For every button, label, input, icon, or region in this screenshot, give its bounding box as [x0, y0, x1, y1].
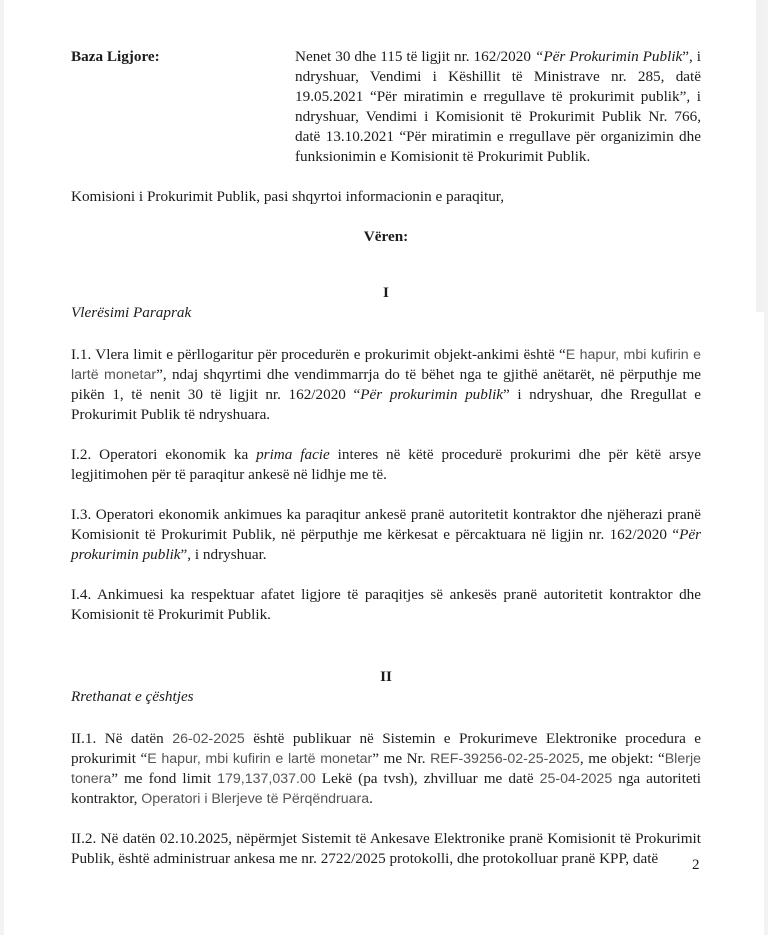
text-part: , me objekt: “ — [579, 750, 665, 767]
reference-number-field: REF-39256-02-25-2025 — [430, 751, 580, 767]
viewer-edge-strip — [756, 0, 764, 312]
text-part: II.1. Në datën — [71, 730, 173, 747]
text-part: nga autoriteti kontraktor, — [71, 770, 702, 807]
text-part: interes në këtë procedurë prokurimi dhe për këtë arsye legjitimohen për të paraqitur ankesë në lidhje me të. — [71, 446, 702, 483]
text-part: . — [369, 790, 373, 807]
law-title: “Për Prokurimin Publik — [534, 48, 683, 65]
text-part: ” i ndryshuar, dhe Rregullat e Prokurimit Publik të ndryshuara. — [71, 386, 701, 423]
law-title: Për prokurimin publik — [71, 526, 701, 563]
text-part: është publikuar në Sistemin e Prokurimeve Elektronike procedura e prokurimit “ — [71, 730, 701, 767]
document-body — [71, 47, 701, 869]
text-part: Lekë (pa tvsh), zhvilluar me datë — [315, 770, 540, 787]
legal-basis-block — [71, 47, 701, 167]
object-field: Blerje tonera — [71, 751, 701, 787]
text-part: ” me fond limit — [111, 770, 218, 787]
date-held-field: 25-04-2025 — [539, 771, 613, 787]
legal-basis-label: Baza Ligjore: — [71, 48, 160, 65]
legal-basis-text — [295, 47, 701, 167]
section-1-number: I — [383, 284, 389, 301]
paragraph-I-3 — [71, 505, 701, 565]
section-2-title: Rrethanat e çështjes — [71, 688, 194, 705]
text-part: I.2. Operatori ekonomik ka — [71, 446, 257, 463]
section-2-number: II — [380, 668, 392, 685]
procedure-type-field: E hapur, mbi kufirin e lartë monetar — [147, 751, 373, 767]
document-page — [4, 0, 764, 935]
procedure-type-field: E hapur, mbi kufirin e lartë monetar — [71, 347, 701, 383]
page-number: 2 — [692, 857, 700, 873]
text-part: ”, i ndryshuar. — [180, 546, 267, 563]
legal-basis-text-part: ”, i ndryshuar, Vendimi i Këshillit të Ministrave nr. 285, datë 19.05.2021 “Për miratimin e rregullave të prokurimit publik”, i ndryshuar, Vendimi i Komisionit të Prokurimit Publik Nr. 766, datë 13.10.2021 “Për miratimin e rregullave për organizimin dhe funksionimin e Komisionit të Prokurimit Publik. — [295, 48, 702, 165]
text-part: I.1. Vlera limit e përllogaritur për procedurën e prokurimit objekt-ankimi është “ — [71, 346, 566, 363]
paragraph-I-2 — [71, 445, 701, 485]
paragraph-II-1 — [71, 729, 701, 809]
veren-heading: Vëren: — [363, 228, 409, 245]
fund-limit-field: 179,137,037.00 — [217, 771, 316, 787]
text-part: I.3. Operatori ekonomik ankimues ka paraqitur ankesë pranë autoritetit kontraktor dhe njëherazi pranë Komisionit të Prokurimit Publik, në përputhje me kërkesat e përcaktuara në ligjin nr. 162/2020 “ — [71, 506, 701, 543]
paragraph-I-4: I.4. Ankimuesi ka respektuar afatet ligjore të paraqitjes së ankesës pranë autoritetit kontraktor dhe Komisionit të Prokurimit Publik. — [71, 586, 701, 623]
text-part: ”, ndaj shqyrtimi dhe vendimmarrja do të bëhet nga te gjithë anëtarët, në përputhje me pikën 1, të nenit 30 të ligjit nr. 162/2020 “ — [71, 366, 701, 403]
emphasis: prima facie — [256, 446, 330, 463]
intro-statement: Komisioni i Prokurimit Publik, pasi shqyrtoi informacionin e paraqitur, — [71, 188, 505, 205]
section-1-title: Vlerësimi Paraprak — [71, 304, 192, 321]
date-published-field: 26-02-2025 — [172, 731, 245, 747]
text-part: ” me Nr. — [372, 750, 431, 767]
contracting-authority-field: Operatori i Blerjeve të Përqëndruara — [141, 791, 370, 807]
paragraph-II-2: II.2. Në datën 02.10.2025, nëpërmjet Sistemit të Ankesave Elektronike pranë Komisionit të Prokurimit Publik, është administruar ankesa me nr. 2722/2025 protokolli, dhe protokolluar pranë KPP, datë — [71, 830, 701, 867]
legal-basis-text-part: Nenet 30 dhe 115 të ligjit nr. 162/2020 — [295, 48, 535, 65]
paragraph-I-1 — [71, 345, 701, 425]
law-title: Për prokurimin publik — [360, 386, 504, 403]
